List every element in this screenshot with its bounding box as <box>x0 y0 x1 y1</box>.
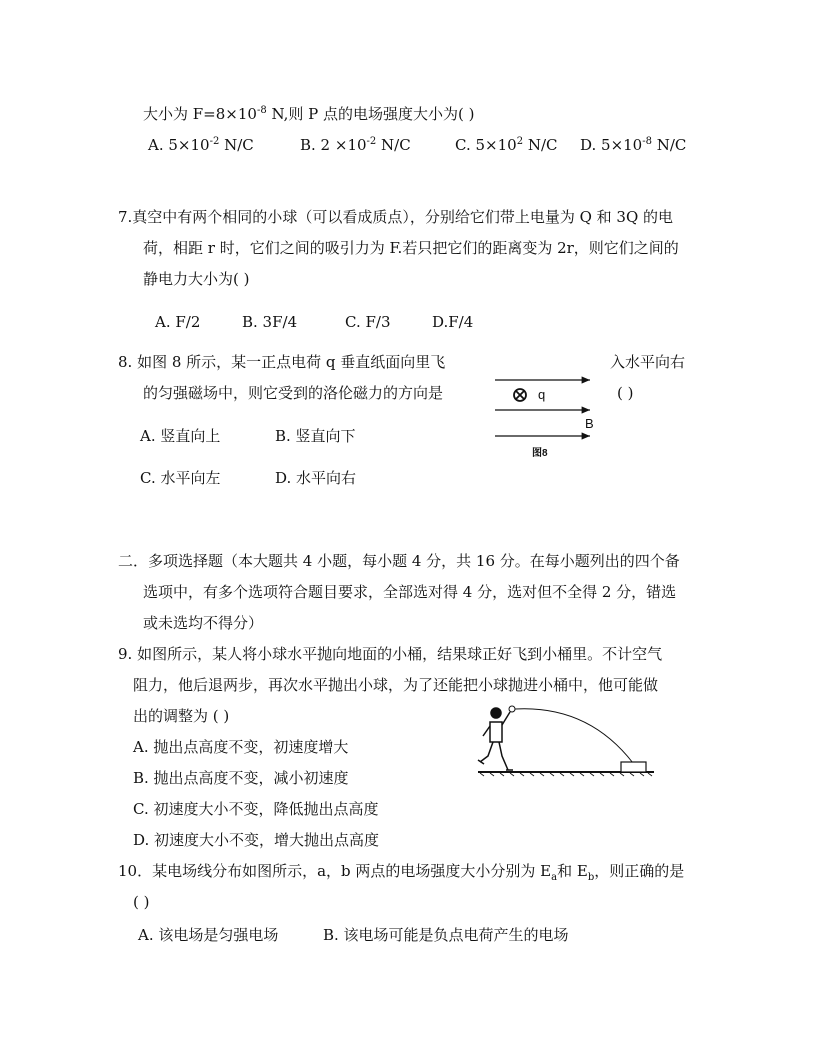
q10-subscript-b: b <box>587 872 595 883</box>
figure-8-magnetic-field <box>490 372 610 462</box>
q10-text-start: 10．某电场线分布如图所示，a，b 两点的电场强度大小分别为 E <box>118 862 552 880</box>
q6-continuation <box>143 104 475 124</box>
q6-option-d-exp: -8 <box>642 136 652 147</box>
q9-line-3: 出的调整为 ( ) <box>133 707 230 725</box>
q10-line-1 <box>118 861 684 881</box>
q7-option-a: A. F/2 <box>155 313 201 331</box>
q6-option-b-exp: -2 <box>366 136 377 147</box>
q6-option-a-exp: -2 <box>209 136 220 147</box>
section-2-line-2: 选项中，有多个选项符合题目要求，全部选对得 4 分，选对但不全得 2 分，错选 <box>143 583 677 601</box>
ball-icon <box>509 706 515 712</box>
q6-option-a-pre: A. 5×10 <box>148 136 210 154</box>
trajectory-path <box>515 709 633 763</box>
q6-option-b <box>300 135 411 155</box>
q8-option-b: B. 竖直向下 <box>275 427 356 445</box>
figure-8-caption: 图8 <box>532 448 548 459</box>
q6-option-d-pre: D. 5×10 <box>580 136 643 154</box>
q6-option-c-post: N/C <box>523 136 558 154</box>
q10-option-b: B. 该电场可能是负点电荷产生的电场 <box>323 926 569 944</box>
field-label: B <box>585 416 594 431</box>
q8-option-c: C. 水平向左 <box>140 469 221 487</box>
q7-line-2: 荷，相距 r 时，它们之间的吸引力为 F.若只把它们的距离变为 2r，则它们之间的 <box>143 239 679 257</box>
q9-option-a: A. 抛出点高度不变，初速度增大 <box>133 738 349 756</box>
charge-into-page-icon <box>514 389 526 401</box>
q6-cont-text: 大小为 F=8×10 <box>143 105 257 123</box>
q6-option-a <box>148 135 254 155</box>
q6-cont-exponent: -8 <box>256 105 267 116</box>
bucket-icon <box>621 762 646 772</box>
q10-text-mid: 和 E <box>557 862 588 880</box>
q9-line-1: 9. 如图所示，某人将小球水平抛向地面的小桶，结果球正好飞到小桶里。不计空气 <box>118 645 663 663</box>
q10-text-end: ，则正确的是 <box>594 862 685 880</box>
q7-option-c: C. F/3 <box>345 313 391 331</box>
q9-option-b: B. 抛出点高度不变，减小初速度 <box>133 769 349 787</box>
q6-option-b-pre: B. 2 ×10 <box>300 136 367 154</box>
q7-line-3: 静电力大小为( ) <box>143 270 250 288</box>
q9-line-2: 阻力，他后退两步，再次水平抛出小球，为了还能把小球抛进小桶中，他可能做 <box>133 676 659 694</box>
q6-option-d <box>580 135 686 155</box>
q8-line-1a: 8. 如图 8 所示，某一正点电荷 q 垂直纸面向里飞 <box>118 353 446 371</box>
q7-line-1: 7.真空中有两个相同的小球（可以看成质点），分别给它们带上电量为 Q 和 3Q 的电 <box>118 208 674 226</box>
charge-label: q <box>538 387 546 402</box>
section-2-line-3: 或未选均不得分） <box>143 614 264 632</box>
q8-option-d: D. 水平向右 <box>275 469 357 487</box>
section-2-line-1: 二．多项选择题（本大题共 4 小题，每小题 4 分，共 16 分。在每小题列出的四个备 <box>118 552 680 570</box>
q9-option-d: D. 初速度大小不变，增大抛出点高度 <box>133 831 380 849</box>
person-figure <box>478 708 513 770</box>
figure-9-throw-illustration <box>468 700 668 780</box>
q6-option-d-post: N/C <box>651 136 687 154</box>
q9-option-c: C. 初速度大小不变，降低抛出点高度 <box>133 800 379 818</box>
q8-line-2a: 的匀强磁场中，则它受到的洛伦磁力的方向是 <box>143 384 444 402</box>
ground-hatch <box>480 773 652 776</box>
q6-option-c-pre: C. 5×10 <box>455 136 517 154</box>
q6-option-c-exp: 2 <box>516 136 524 147</box>
q10-line-2: ( ) <box>133 893 150 911</box>
q6-option-a-post: N/C <box>219 136 254 154</box>
q8-line-2b: ( ) <box>617 384 634 402</box>
q6-option-b-post: N/C <box>376 136 411 154</box>
q7-option-b: B. 3F/4 <box>242 313 298 331</box>
q8-line-1b: 入水平向右 <box>610 353 686 371</box>
q6-option-c <box>455 135 558 155</box>
q10-subscript-a: a <box>551 872 558 883</box>
q8-option-a: A. 竖直向上 <box>140 427 221 445</box>
q6-cont-text-end: N,则 P 点的电场强度大小为( ) <box>266 105 475 123</box>
q7-option-d: D.F/4 <box>432 313 474 331</box>
q10-option-a: A. 该电场是匀强电场 <box>138 926 279 944</box>
